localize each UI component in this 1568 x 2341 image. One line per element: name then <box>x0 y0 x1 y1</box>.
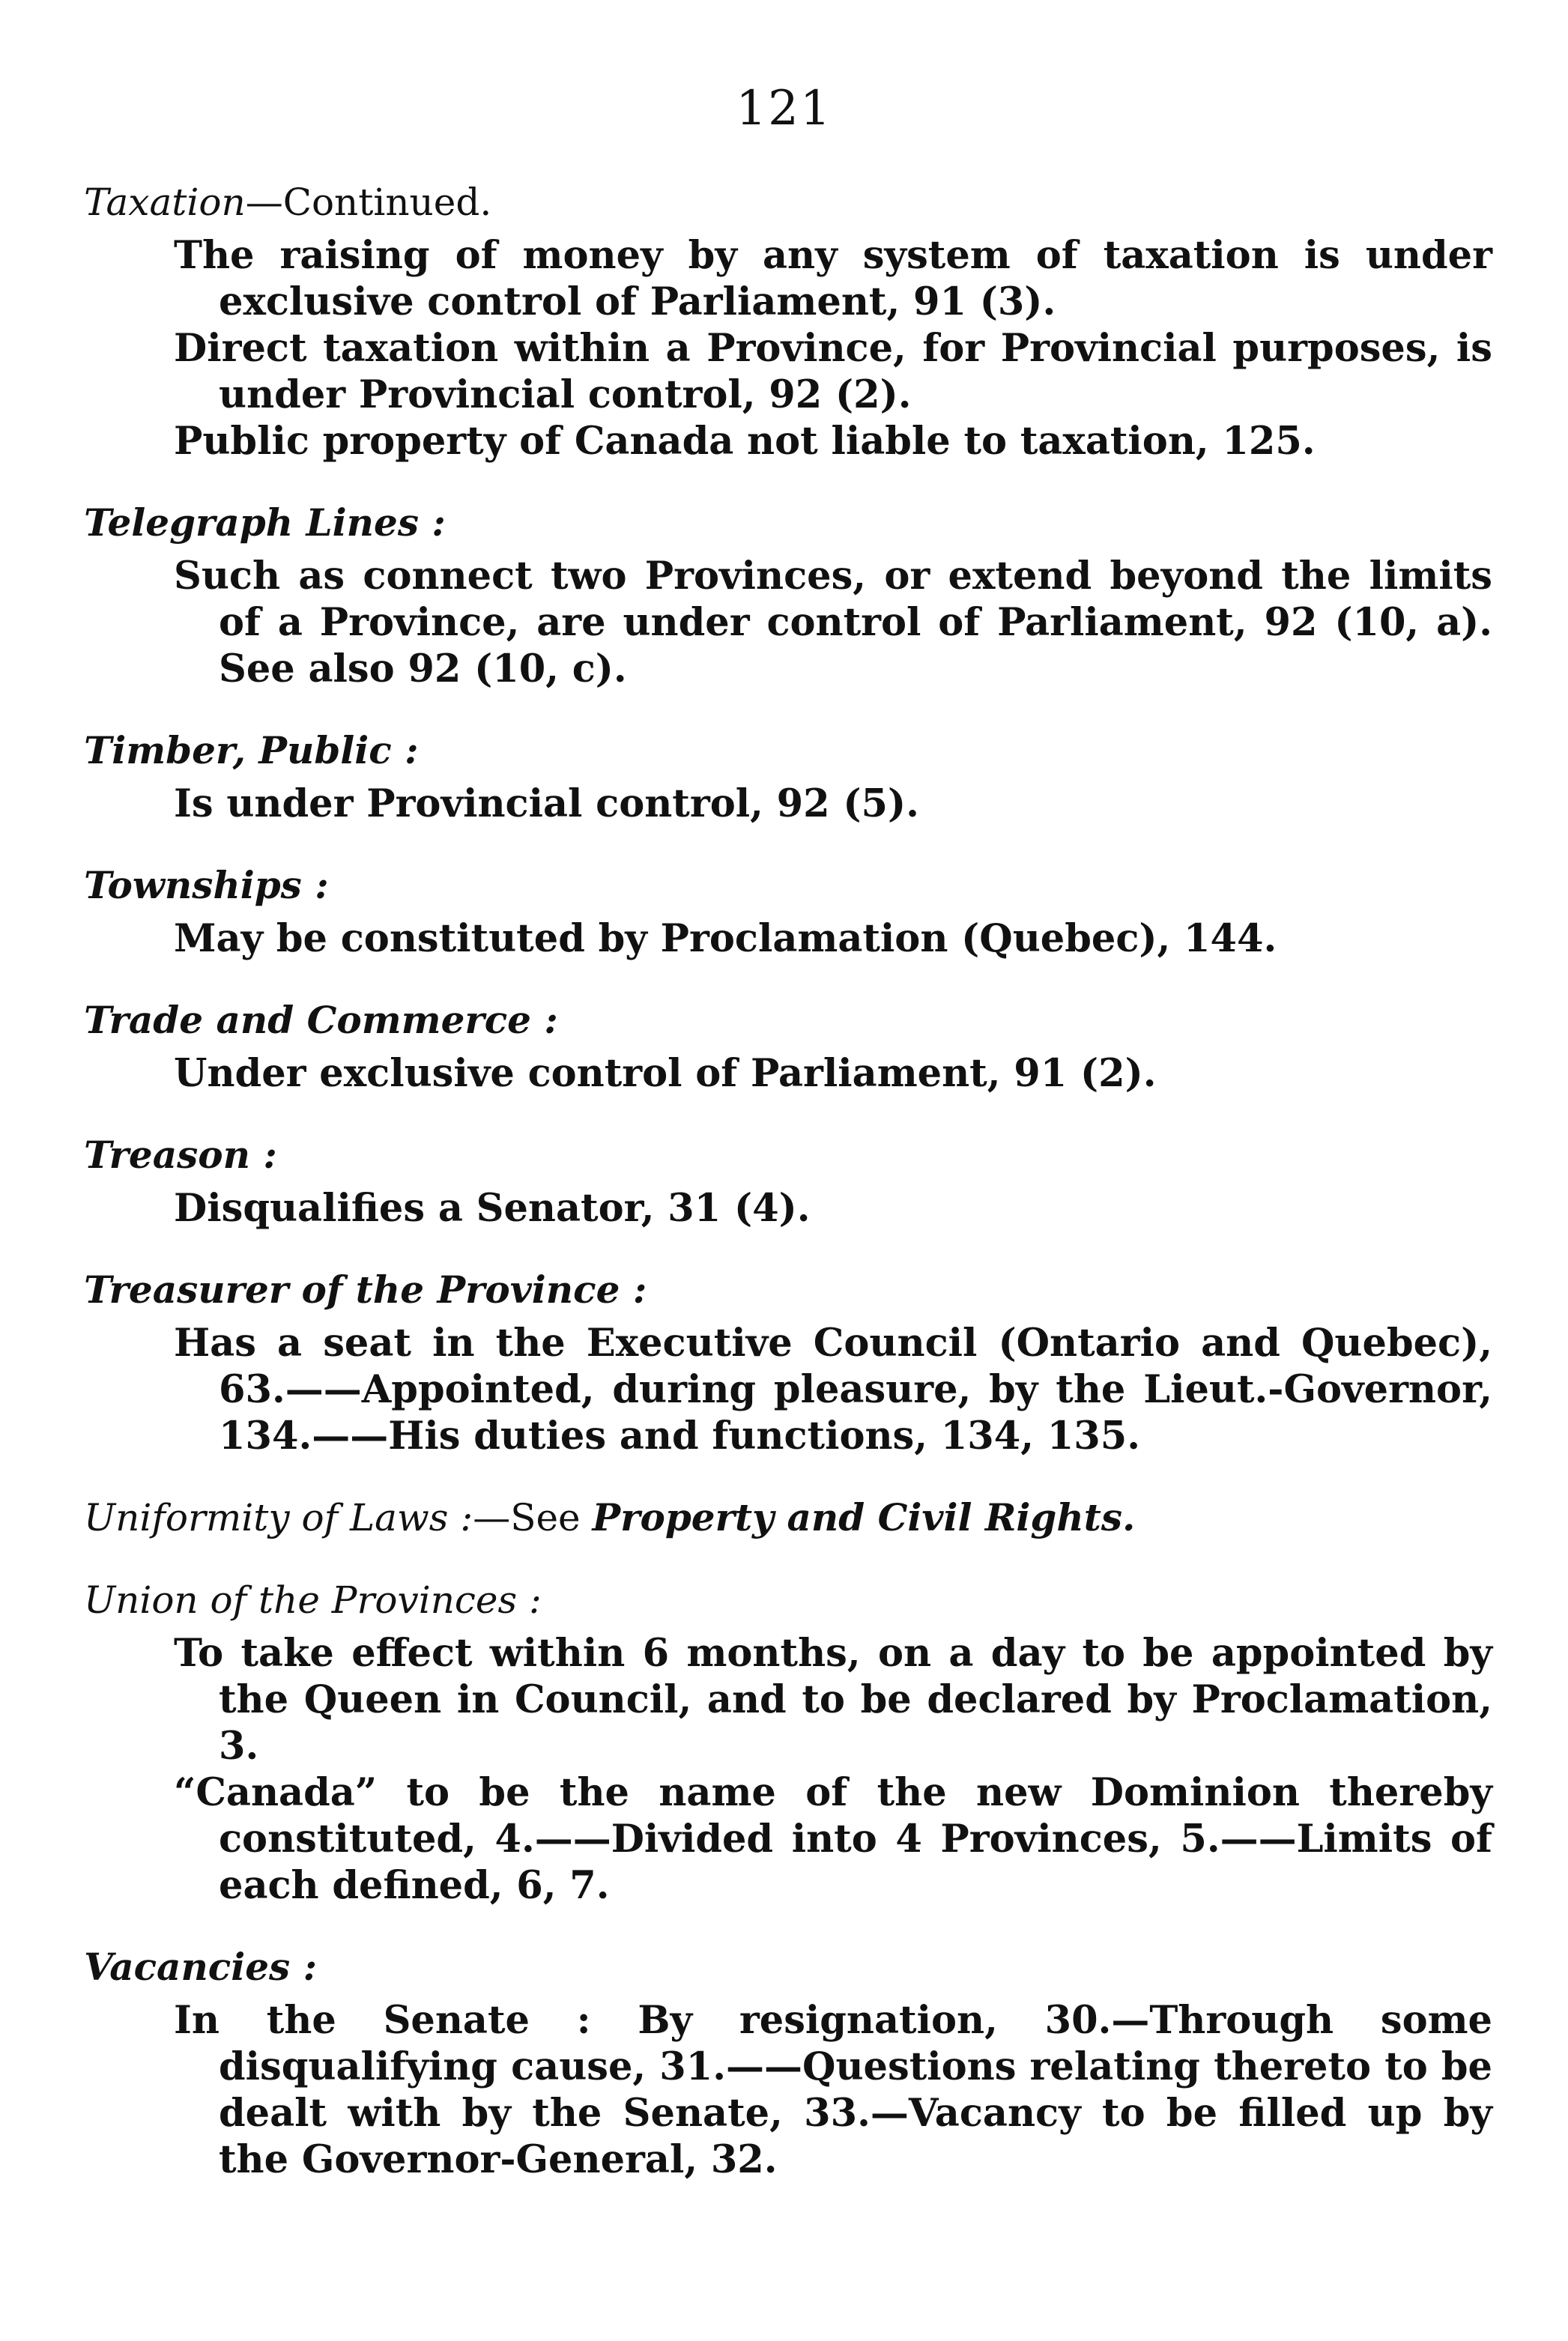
continued-label: —Continued. <box>245 181 492 224</box>
entry-text: Disqualifies a Senator, 31 (4). <box>174 1186 811 1231</box>
entry-heading-text: Uniformity of Laws : <box>84 1496 473 1539</box>
index-entry-treason <box>84 1131 1492 1232</box>
entry-text: Is under Provincial control, 92 (5). <box>174 781 919 826</box>
see-label: —See <box>473 1496 581 1539</box>
entry-heading: Union of the Provinces : <box>84 1578 542 1622</box>
index-entry-trade-and-commerce <box>84 996 1492 1097</box>
index-entry-telegraph-lines <box>84 499 1492 692</box>
entry-text: In the Senate : By resignation, 30.—Through some disqualifying cause, 31.——Questions relating thereto to be dealt with by the Senate, 33.—Vacancy to be filled up by the Governor-General, 32. <box>174 1998 1492 2182</box>
entry-heading: Trade and Commerce : <box>84 998 558 1042</box>
entry-text: Direct taxation within a Province, for Provincial purposes, is under Provincial control, 92 (2). <box>174 326 1492 417</box>
entry-heading-text: Taxation <box>84 181 246 224</box>
entry-text: Such as connect two Provinces, or extend beyond the limits of a Province, are under control of Parliament, 92 (10, a). See also 92 (10, c). <box>174 554 1492 691</box>
index-entry-townships <box>84 861 1492 962</box>
cross-reference: Property and Civil Rights. <box>592 1495 1136 1539</box>
entry-text: Under exclusive control of Parliament, 91 (2). <box>174 1051 1157 1096</box>
index-content <box>84 178 1492 2217</box>
index-entry-vacancies <box>84 1943 1492 2183</box>
entry-heading <box>84 178 1492 226</box>
entry-heading: Treason : <box>84 1133 277 1177</box>
index-entry-uniformity-of-laws <box>84 1494 1492 1542</box>
index-entry-timber-public <box>84 727 1492 827</box>
entry-text: May be constituted by Proclamation (Quebec), 144. <box>174 916 1277 961</box>
entry-heading: Treasurer of the Province : <box>84 1268 647 1312</box>
entry-text: “Canada” to be the name of the new Dominion thereby constituted, 4.——Divided into 4 Provinces, 5.——Limits of each defined, 6, 7. <box>174 1770 1492 1908</box>
entry-text: The raising of money by any system of taxation is under exclusive control of Parliament, 91 (3). <box>174 233 1492 324</box>
index-entry-union-of-the-provinces <box>84 1576 1492 1909</box>
page-number: 121 <box>736 81 832 136</box>
entry-text: Has a seat in the Executive Council (Ontario and Quebec), 63.——Appointed, during pleasure, by the Lieut.-Governor, 134.——His duties and functions, 134, 135. <box>174 1321 1492 1459</box>
entry-heading <box>84 1494 1492 1542</box>
index-entry-treasurer-of-the-province <box>84 1266 1492 1459</box>
entry-heading: Townships : <box>84 863 329 907</box>
entry-text: To take effect within 6 months, on a day to be appointed by the Queen in Council, and to be declared by Proclamation, 3. <box>174 1631 1492 1769</box>
entry-heading: Timber, Public : <box>84 728 419 772</box>
entry-heading: Vacancies : <box>84 1945 318 1989</box>
index-entry-taxation <box>84 178 1492 464</box>
entry-text: Public property of Canada not liable to taxation, 125. <box>174 419 1316 464</box>
entry-heading: Telegraph Lines : <box>84 500 446 545</box>
